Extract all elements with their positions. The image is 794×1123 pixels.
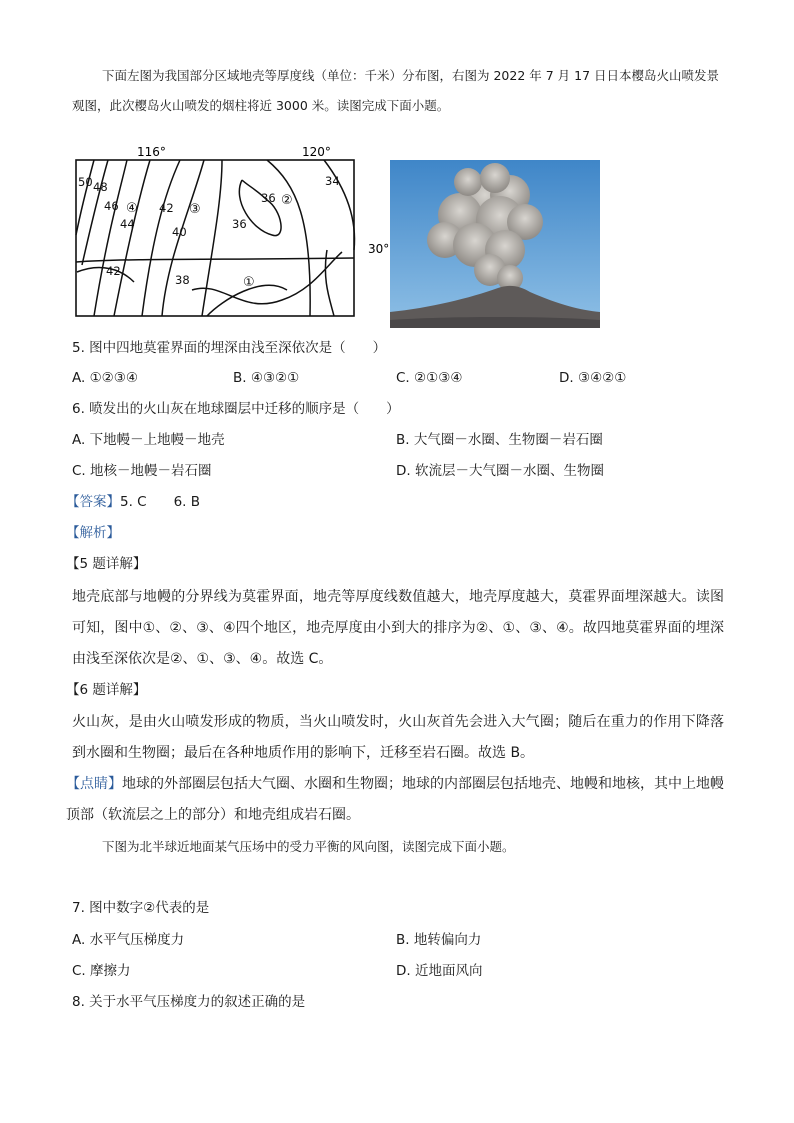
q5-option-d[interactable]: D. ③④②① — [559, 370, 627, 386]
q7-option-b[interactable]: B. 地转偏向力 — [396, 932, 482, 948]
detail-5-heading: 【5 题详解】 — [66, 556, 147, 572]
q7-option-d[interactable]: D. 近地面风向 — [396, 963, 483, 979]
marker-2: ② — [281, 193, 293, 208]
isoline-label: 50 — [78, 175, 93, 189]
marker-4: ④ — [126, 201, 138, 216]
q5-option-a[interactable]: A. ①②③④ — [72, 370, 138, 386]
question-5-stem: 5. 图中四地莫霍界面的埋深由浅至深依次是（ ） — [72, 340, 387, 356]
tip-paragraph — [66, 769, 724, 831]
crust-thickness-map — [72, 140, 392, 325]
isoline-label: 42 — [159, 201, 174, 215]
isoline-label: 34 — [325, 174, 340, 188]
question-7-stem: 7. 图中数字②代表的是 — [72, 900, 210, 916]
q7-option-c[interactable]: C. 摩擦力 — [72, 963, 131, 979]
isoline-label: 40 — [172, 225, 187, 239]
isoline-label: 48 — [93, 180, 108, 194]
q6-option-b[interactable]: B. 大气圈－水圈、生物圈－岩石圈 — [396, 432, 603, 448]
marker-1: ① — [243, 275, 255, 290]
tip-text: 地球的外部圈层包括大气圈、水圈和生物圈；地球的内部圈层包括地壳、地幔和地核，其中上地幔顶部（软流层之上的部分）和地壳组成岩石圈。 — [66, 776, 724, 823]
q6-option-d[interactable]: D. 软流层－大气圈－水圈、生物圈 — [396, 463, 604, 479]
longitude-116-label: 116° — [137, 145, 166, 159]
detail-6-heading: 【6 题详解】 — [66, 682, 147, 698]
marker-3: ③ — [189, 202, 201, 217]
analysis-line — [66, 523, 120, 543]
isoline-label: 36 — [261, 191, 276, 205]
q6-option-a[interactable]: A. 下地幔－上地幔－地壳 — [72, 432, 225, 448]
isoline-label: 36 — [232, 217, 247, 231]
isoline-label: 42 — [106, 264, 121, 278]
latitude-30-label: 30° — [368, 242, 390, 256]
sakurajima-eruption-photo — [390, 160, 600, 328]
q7-option-a[interactable]: A. 水平气压梯度力 — [72, 932, 185, 948]
tip-tag: 【点睛】 — [66, 776, 122, 792]
question-6-stem: 6. 喷发出的火山灰在地球圈层中迁移的顺序是（ ） — [72, 401, 400, 417]
isoline-label: 38 — [175, 273, 190, 287]
detail-5-text: 地壳底部与地幔的分界线为莫霍界面，地壳等厚度线数值越大，地壳厚度越大，莫霍界面埋深越大。读图可知，图中①、②、③、④四个地区，地壳厚度由小到大的排序为②、①、③、④。故四地莫霍界面的埋深由浅至深依次是②、①、③、④。故选 C。 — [72, 589, 724, 667]
longitude-120-label: 120° — [302, 145, 331, 159]
q6-option-c[interactable]: C. 地核－地幔－岩石圈 — [72, 463, 212, 479]
q5-option-c[interactable]: C. ②①③④ — [396, 370, 463, 386]
analysis-tag: 【解析】 — [66, 525, 120, 541]
answer-tag: 【答案】 — [66, 494, 120, 510]
question-8-stem: 8. 关于水平气压梯度力的叙述正确的是 — [72, 994, 306, 1010]
answer-text: 5. C 6. B — [120, 494, 201, 510]
isoline-label: 44 — [120, 217, 135, 231]
detail-6-text: 火山灰，是由火山喷发形成的物质，当火山喷发时，火山灰首先会进入大气圈；随后在重力的作用下降落到水圈和生物圈；最后在各种地质作用的影响下，迁移至岩石圈。故选 B。 — [72, 714, 724, 761]
isoline-label: 46 — [104, 199, 119, 213]
q5-option-b[interactable]: B. ④③②① — [233, 370, 300, 386]
intro-paragraph-1: 下面左图为我国部分区域地壳等厚度线（单位：千米）分布图，右图为 2022 年 7 月 17 日日本樱岛火山喷发景观图，此次樱岛火山喷发的烟柱将近 3000 米。读图完成下面小题。 — [72, 68, 720, 113]
intro-paragraph-2: 下图为北半球近地面某气压场中的受力平衡的风向图，读图完成下面小题。 — [102, 839, 515, 854]
answer-line — [66, 492, 200, 512]
